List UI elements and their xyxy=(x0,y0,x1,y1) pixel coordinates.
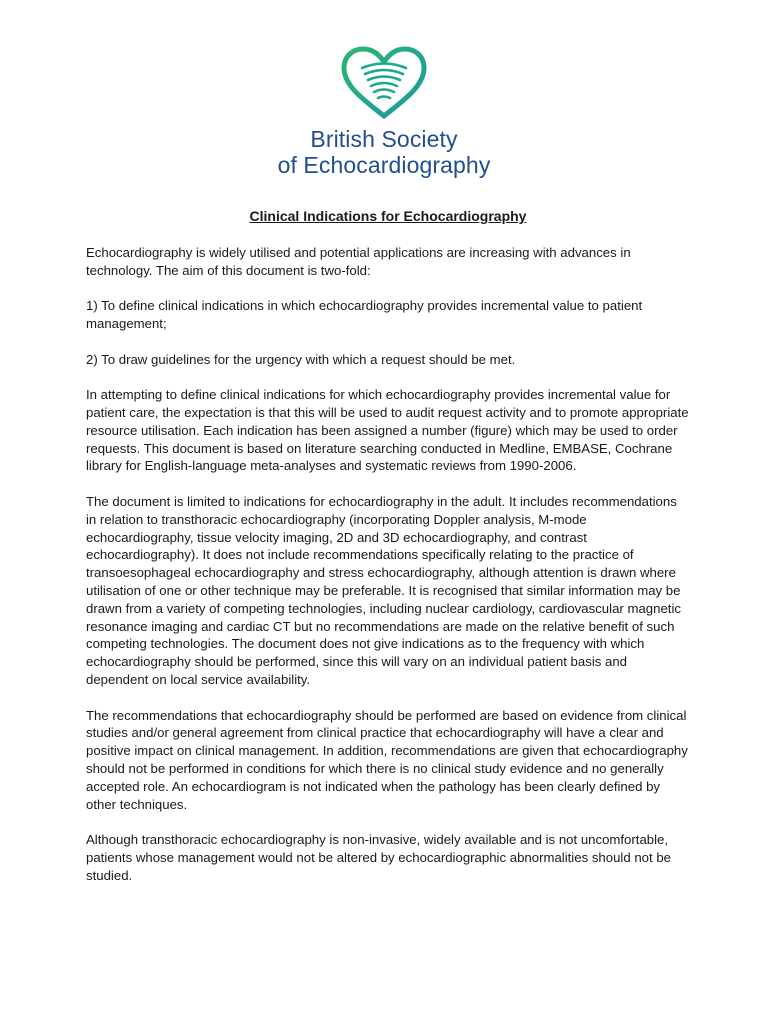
paragraph-purpose: In attempting to define clinical indications for which echocardiography provides incremental value for patient care, the expectation is that this will be used to audit request activity and to promote appropriate resource utilisation. Each indication has been assigned a number (figure) which may be used to order requests. This document is based on literature searching conducted in Medline, EMBASE, Cochrane library for English-language meta-analyses and systematic reviews from 1990-2006. xyxy=(86,387,689,474)
organisation-name-line2: of Echocardiography xyxy=(277,152,491,178)
heart-echo-waves-icon xyxy=(334,44,434,120)
paragraph-aim-1: 1) To define clinical indications in which echocardiography provides incremental value to patient management; xyxy=(86,298,643,331)
document-title: Clinical Indications for Echocardiography xyxy=(249,208,527,224)
paragraph-patient-selection: Although transthoracic echocardiography is non-invasive, widely available and is not uncomfortable, patients whose management would not be altered by echocardiographic abnormalities should not be studied. xyxy=(86,832,672,883)
page-header xyxy=(0,44,768,178)
paragraph-recommendations: The recommendations that echocardiography should be performed are based on evidence from clinical studies and/or general agreement from clinical practice that echocardiography will have a clear and positive impact on clinical management. In addition, recommendations are given that echocardiography should not be performed in conditions for which there is no clinical study evidence and no generally accepted role. An echocardiogram is not indicated when the pathology has been clearly defined by other techniques. xyxy=(86,707,688,812)
document-body xyxy=(86,208,690,902)
paragraph-scope: The document is limited to indications for echocardiography in the adult. It includes recommendations in relation to transthoracic echocardiography (incorporating Doppler analysis, M-mode echocardiography, tissue velocity imaging, 2D and 3D echocardiography, and contrast echocardiography). It does not include recommendations specifically relating to the practice of transoesophageal echocardiography and stress echocardiography, although attention is drawn where utilisation of one or other technique may be preferable. It is recognised that similar information may be drawn from a variety of competing technologies, including nuclear cardiology, cardiovascular magnetic resonance imaging and cardiac CT but no recommendations are made on the relative benefit of such competing technologies. The document does not give indications as to the frequency with which echocardiography should be performed, since this will vary on an individual patient basis and dependent on local service availability. xyxy=(86,493,681,687)
organisation-name-line1: British Society xyxy=(310,126,458,152)
paragraph-aim-2: 2) To draw guidelines for the urgency with which a request should be met. xyxy=(86,351,516,367)
paragraph-intro: Echocardiography is widely utilised and potential applications are increasing with advances in technology. The aim of this document is two-fold: xyxy=(86,244,631,278)
organisation-name xyxy=(0,126,768,178)
